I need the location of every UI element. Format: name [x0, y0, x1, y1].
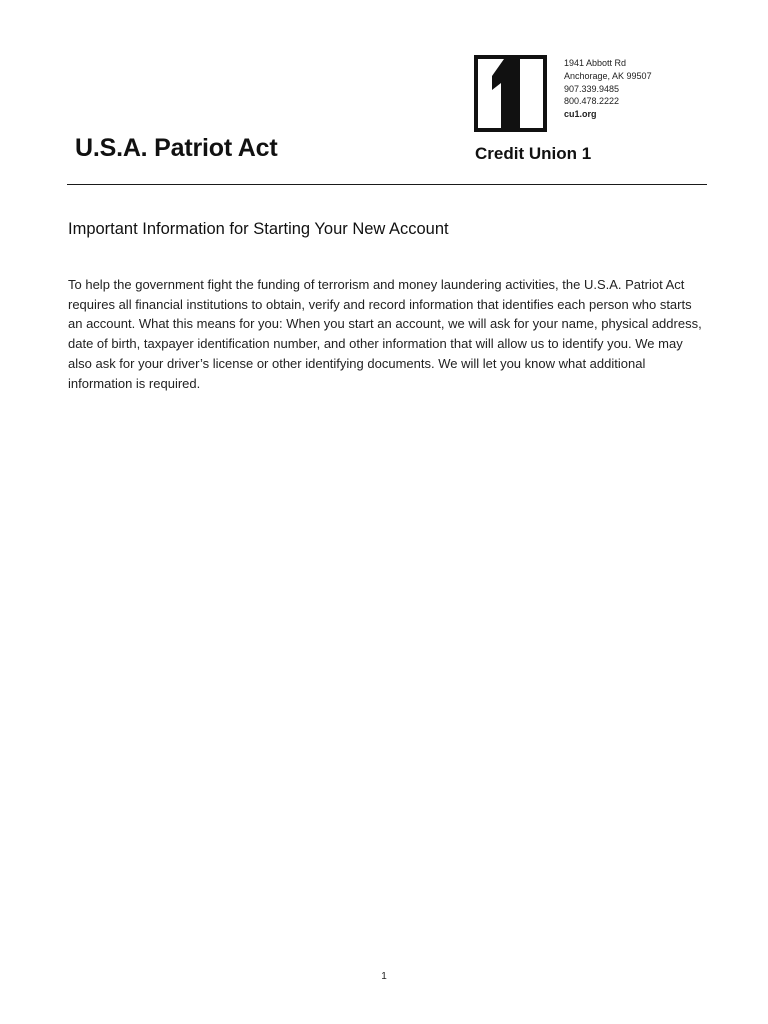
address-line-1: 1941 Abbott Rd	[564, 58, 627, 68]
credit-union-1-logo-icon	[474, 55, 547, 132]
section-heading: Important Information for Starting Your New Account	[68, 220, 449, 238]
body-paragraph: To help the government fight the funding of terrorism and money laundering activities, the U.S.A. Patriot Act requires all financial institutions to obtain, verify and record information that identifies each person who starts an account. What this means for you: When you start an account, we will ask for your name, physical address, date of birth, taxpayer identification number, and other information that will allow us to identify you. We may also ask for your driver’s license or other identifying documents. We will let you know what additional information is required.	[68, 277, 702, 391]
header-divider	[67, 184, 707, 185]
website-link[interactable]: cu1.org	[564, 109, 597, 120]
address-line-2: Anchorage, AK 99507	[564, 70, 652, 81]
page-number: 1	[381, 971, 387, 982]
document-title: U.S.A. Patriot Act	[75, 134, 278, 162]
phone-toll-free: 800.478.2222	[564, 96, 620, 107]
phone-local: 907.339.9485	[564, 83, 620, 94]
organization-name: Credit Union 1	[475, 144, 592, 163]
contact-info	[564, 57, 652, 121]
